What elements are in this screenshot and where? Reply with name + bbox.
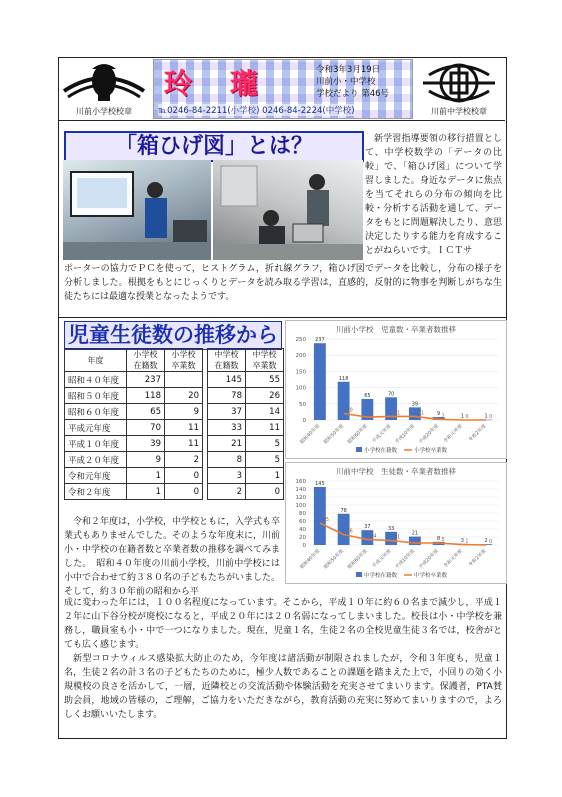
issue-number: 学校だより 第46号 <box>316 89 390 99</box>
table-cell-value: 21 <box>208 436 246 452</box>
data-label: 11 <box>417 411 424 417</box>
section-divider <box>58 317 507 318</box>
table-cell-value: 118 <box>127 388 165 404</box>
x-tick-label: 令和元年度 <box>443 423 464 445</box>
table-head-col: 中学校卒業数 <box>246 349 284 372</box>
table-cell-year: 令和２年度 <box>65 484 127 500</box>
junior-high-chart <box>285 462 507 584</box>
y-tick-label: 60 <box>299 519 306 525</box>
table-cell-value: 55 <box>246 372 284 388</box>
legend-label: 小学校在籍数 <box>364 448 398 454</box>
data-label: 0 <box>489 415 493 420</box>
table-head-year: 年度 <box>65 349 127 372</box>
x-tick-label: 令和2年度 <box>468 548 488 569</box>
data-label: 26 <box>346 529 353 535</box>
table-row <box>65 436 284 452</box>
data-label: 21 <box>411 530 419 537</box>
classroom-photo-scene-icon <box>63 160 211 260</box>
header <box>58 57 505 121</box>
data-label: 37 <box>364 524 371 531</box>
elementary-chart <box>285 320 507 459</box>
section2-title: 児童生徒数の推移から <box>64 321 282 350</box>
data-label: 3 <box>460 537 464 544</box>
table-cell-value: 1 <box>127 468 165 484</box>
y-tick-label: 20 <box>299 535 306 541</box>
newsletter-banner <box>153 59 413 119</box>
data-label: 5 <box>417 538 421 543</box>
table-cell-value: 145 <box>208 372 246 388</box>
issue-date: 令和3年3月19日 <box>316 65 381 75</box>
table-cell-year: 昭和６０年度 <box>65 404 127 420</box>
chart-title: 川前中学校 生徒数・卒業者数推移 <box>336 467 456 476</box>
table-cell-value: 0 <box>246 484 284 500</box>
legend-swatch <box>356 572 362 577</box>
x-tick-label: 令和元年度 <box>443 548 464 570</box>
classroom-photo-teacher <box>63 160 211 260</box>
table-cell-value: 14 <box>246 404 284 420</box>
elementary-chart-svg <box>286 321 506 458</box>
table-cell-value: 8 <box>208 452 246 468</box>
data-label: 1 <box>460 413 464 420</box>
y-tick-label: 160 <box>295 479 306 485</box>
y-tick-label: 100 <box>295 503 306 509</box>
table-cell-year: 昭和５０年度 <box>65 388 127 404</box>
table-head-col: 小学校卒業数 <box>165 349 203 372</box>
table-cell-value: 237 <box>127 372 165 388</box>
x-tick-label: 昭和50年度 <box>323 423 346 446</box>
elementary-emblem-label: 川前小学校校章 <box>76 107 132 116</box>
data-label: 118 <box>338 375 349 382</box>
issue-org: 川前小・中学校 <box>316 77 376 87</box>
table-cell-value: 5 <box>246 436 284 452</box>
table-cell-value: 11 <box>165 436 203 452</box>
y-tick-label: 0 <box>302 543 306 549</box>
legend-label: 中学校在籍数 <box>364 573 398 579</box>
table-row <box>65 404 284 420</box>
x-tick-label: 平成10年度 <box>394 423 417 446</box>
table-cell-value: 1 <box>127 484 165 500</box>
data-label: 0 <box>489 540 493 545</box>
y-tick-label: 150 <box>295 369 306 376</box>
table-cell-year: 昭和４０年度 <box>65 372 127 388</box>
table-cell-value: 5 <box>246 452 284 468</box>
table-cell-value: 26 <box>246 388 284 404</box>
table-cell-value: 33 <box>208 420 246 436</box>
table-cell-value: 9 <box>165 404 203 420</box>
elementary-emblem-icon <box>58 61 150 105</box>
table-head-col: 中学校在籍数 <box>208 349 246 372</box>
data-label: 78 <box>340 507 347 514</box>
table-row <box>65 420 284 436</box>
students-photo-scene-icon <box>213 160 363 260</box>
data-label: 1 <box>484 413 488 420</box>
table-cell-value: 2 <box>208 484 246 500</box>
legend-label: 中学校卒業数 <box>414 573 448 579</box>
legend-swatch <box>356 447 362 452</box>
table-cell-year: 令和元年度 <box>65 468 127 484</box>
y-tick-label: 120 <box>295 495 306 501</box>
enrollment-table <box>64 348 284 500</box>
y-tick-label: 40 <box>299 527 306 533</box>
elementary-school-emblem <box>58 61 150 117</box>
data-label: 11 <box>394 535 401 541</box>
data-label: 8 <box>437 535 441 542</box>
data-label: 9 <box>370 412 374 418</box>
section1-body-right: 新学習指導要領の移行措置として、中学校数学の「データの比較」で、「箱ひげ図」について学習しました。身近なデータに焦点を当てそれらの分布の傾向を比較・分析する活動を通して、データをもとに問題解決したり、意思決定したりする能力を育成することがねらいです。ＩＣＴサ <box>365 134 502 256</box>
table-row <box>65 468 284 484</box>
table-cell-value: 2 <box>165 452 203 468</box>
table-cell-value: 11 <box>165 420 203 436</box>
y-tick-label: 0 <box>302 418 306 424</box>
table-cell-year: 平成１０年度 <box>65 436 127 452</box>
data-label: 55 <box>322 518 329 523</box>
section1-body-full: ポーターの協力でＰＣを使って，ヒストグラム，折れ線グラフ，箱ひげ図でデータを比較し，分布の様子を分析しました。根拠をもとにじっくりとデータを読み取る学習は，直感的，反射的に物事を判断しがちな生徒たちには最適な授業となったようです。 <box>64 264 502 302</box>
table-cell-value: 70 <box>127 420 165 436</box>
y-tick-label: 200 <box>295 353 306 360</box>
section1-title: 「箱ひげ図」とは？ <box>64 131 364 162</box>
x-tick-label: 平成20年度 <box>418 423 441 446</box>
table-cell-value: 0 <box>165 468 203 484</box>
junior-high-emblem <box>413 61 505 117</box>
data-label: 145 <box>315 481 325 487</box>
table-cell-value <box>165 372 203 388</box>
y-tick-label: 50 <box>299 401 306 408</box>
data-label: 65 <box>364 392 371 399</box>
section2-body-half: 令和２年度は，小学校，中学校ともに，入学式も卒業式もありませんでした。そのような年度末に，川前小・中学校の在籍者数と卒業者数の推移を調べてみました。 昭和４０年度の川前小学校，川前中学校には小中で合わせて約３８０名の子どもたちがいました。そして，約３０年前の昭和から平 <box>64 517 281 597</box>
section2-body-full: 成に変わった年には，１００名程度になっています。そこから，平成１０年に約６０名まで減少し，平成１２年に山下谷分校が廃校になると，平成２０年には２０名弱になってしまいました。校長は小・中学校を兼務し，職員室も小・中で一つになりました。現在，児童１名，生徒２名の全校児童生徒３名では，校舎がとても広く感じます。 新型コロナウィルス感染拡大防止のため，今年度は諸活動が制限されましたが，令和３年度も，児童１名，生徒２名の計３名の子どもたちのために，極少人数であることの課題を踏まえた上で，小回りの効く小規模校の良さを活かして，一層，近隣校との交流活動や体験活動を充実させてまいります。保護者，PTA賛助会員，地域の皆様の，ご理解，ご協力をいただきながら，教育活動の充実に努めてまいりますので，よろしくお願いいたします。 <box>64 598 502 720</box>
x-tick-label: 平成元年度 <box>372 423 393 445</box>
data-label: 14 <box>370 534 377 540</box>
data-label: 2 <box>484 538 488 545</box>
table-cell-value: 37 <box>208 404 246 420</box>
x-tick-label: 昭和60年度 <box>347 548 369 571</box>
data-label: 0 <box>465 415 469 420</box>
bar <box>314 343 326 420</box>
data-label: 20 <box>346 408 353 414</box>
x-tick-label: 昭和60年度 <box>347 423 369 446</box>
x-tick-label: 平成元年度 <box>372 548 393 570</box>
data-label: 237 <box>315 337 325 344</box>
classroom-photo-students <box>213 160 363 260</box>
table-cell-value: 20 <box>165 388 203 404</box>
junior-high-emblem-icon <box>413 61 505 105</box>
y-tick-label: 80 <box>299 511 306 517</box>
table-cell-value: 3 <box>208 468 246 484</box>
x-tick-label: 平成10年度 <box>394 548 417 571</box>
table-cell-value: 9 <box>127 452 165 468</box>
telephone-numbers: ℡0246-84-2211(小学校) 0246-84-2224(中学校) <box>158 106 355 116</box>
table-row <box>65 484 284 500</box>
data-label: 33 <box>387 525 395 532</box>
data-label: 1 <box>465 539 469 545</box>
bar <box>314 487 326 545</box>
issue-info <box>316 64 389 100</box>
table-cell-year: 平成２０年度 <box>65 452 127 468</box>
x-tick-label: 令和2年度 <box>468 423 488 444</box>
y-tick-label: 100 <box>295 385 306 392</box>
table-cell-year: 平成元年度 <box>65 420 127 436</box>
newsletter-title: 玲 瓏 <box>164 67 272 100</box>
data-label: 9 <box>437 411 441 418</box>
table-row <box>65 372 284 388</box>
table-head-col: 小学校在籍数 <box>127 349 165 372</box>
data-label: 5 <box>441 538 445 543</box>
x-tick-label: 昭和50年度 <box>323 548 346 571</box>
table-cell-value: 0 <box>165 484 203 500</box>
data-label: 70 <box>387 391 395 398</box>
x-tick-label: 昭和40年度 <box>299 548 322 571</box>
data-label: 2 <box>441 414 445 420</box>
table-header-row <box>65 349 284 372</box>
x-tick-label: 昭和40年度 <box>299 423 322 446</box>
table-cell-value: 1 <box>246 468 284 484</box>
table-row <box>65 452 284 468</box>
legend-label: 小学校卒業数 <box>414 448 448 454</box>
chart-title: 川前小学校 児童数・卒業者数推移 <box>336 325 456 334</box>
table-row <box>65 388 284 404</box>
table-cell-value: 39 <box>127 436 165 452</box>
data-label: 11 <box>394 411 401 417</box>
y-tick-label: 140 <box>295 487 306 493</box>
x-tick-label: 平成20年度 <box>418 548 441 571</box>
table-cell-value: 78 <box>208 388 246 404</box>
table-cell-value: 11 <box>246 420 284 436</box>
junior-high-emblem-label: 川前中学校校章 <box>431 107 487 116</box>
table-cell-value: 65 <box>127 404 165 420</box>
data-label: 39 <box>411 401 419 408</box>
y-tick-label: 250 <box>295 337 306 343</box>
junior-high-chart-svg <box>286 463 506 583</box>
